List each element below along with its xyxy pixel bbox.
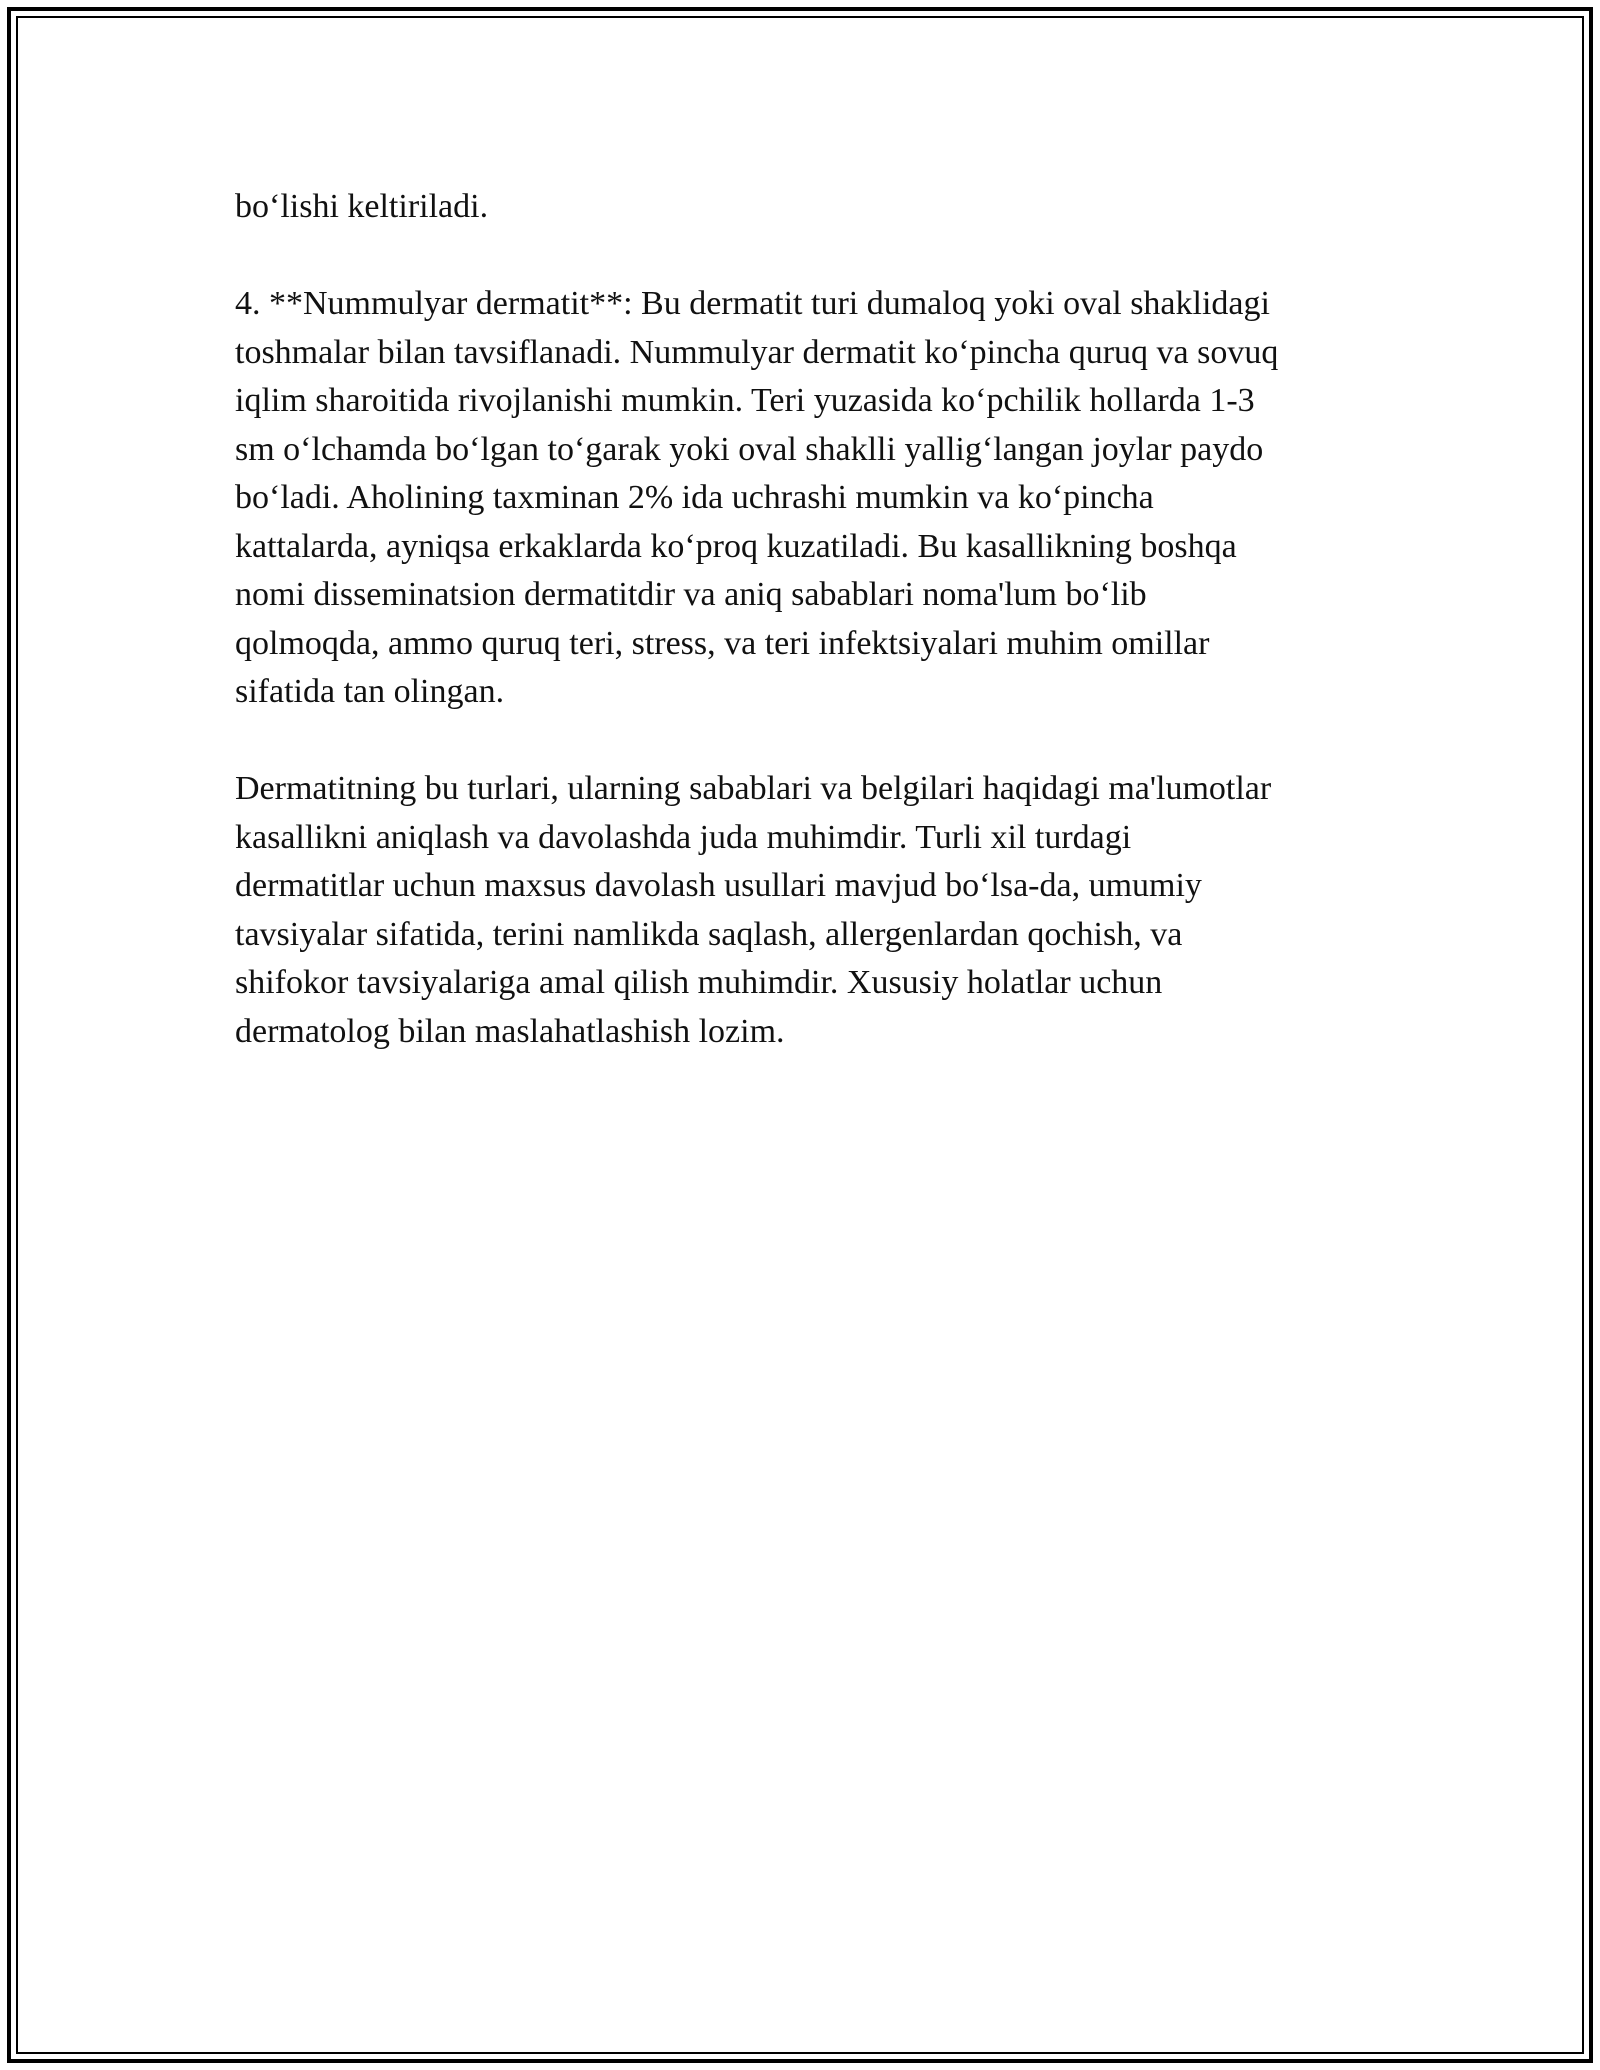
paragraph-nummulyar-dermatit [235, 280, 1365, 717]
text-line: kattalarda, ayniqsa erkaklarda ko‘proq kuzatiladi. Bu kasallikning boshqa [235, 527, 1237, 565]
paragraph-conclusion [235, 765, 1365, 1056]
text-line: shifokor tavsiyalariga amal qilish muhimdir. Xususiy holatlar uchun [235, 964, 1163, 1001]
text-line: 4. **Nummulyar dermatit**: Bu dermatit turi dumaloq yoki oval shaklidagi [235, 285, 1270, 322]
paragraph-continuation [235, 183, 1365, 232]
document-body [235, 183, 1365, 1105]
text-line: Dermatitning bu turlari, ularning sabablari va belgilari haqidagi ma'lumotlar [235, 770, 1272, 807]
text-line: bo‘lishi keltiriladi. [235, 188, 489, 225]
text-line: bo‘ladi. Aholining taxminan 2% ida uchrashi mumkin va ko‘pincha [235, 479, 1154, 516]
text-line: sifatida tan olingan. [235, 673, 505, 710]
text-line: dermatolog bilan maslahatlashish lozim. [235, 1012, 785, 1050]
text-line: nomi disseminatsion dermatitdir va aniq sabablari noma'lum bo‘lib [235, 576, 1147, 613]
text-line: dermatitlar uchun maxsus davolash usullari mavjud bo‘lsa-da, umumiy [235, 867, 1202, 904]
text-line: iqlim sharoitida rivojlanishi mumkin. Teri yuzasida ko‘pchilik hollarda 1-3 [235, 382, 1255, 419]
text-line: tavsiyalar sifatida, terini namlikda saqlash, allergenlardan qochish, va [235, 915, 1183, 953]
text-line: toshmalar bilan tavsiflanadi. Nummulyar dermatit ko‘pincha quruq va sovuq [235, 333, 1279, 371]
text-line: qolmoqda, ammo quruq teri, stress, va teri infektsiyalari muhim omillar [235, 624, 1210, 662]
text-line: sm o‘lchamda bo‘lgan to‘garak yoki oval shaklli yallig‘langan joylar paydo [235, 430, 1264, 468]
text-line: kasallikni aniqlash va davolashda juda muhimdir. Turli xil turdagi [235, 818, 1132, 856]
